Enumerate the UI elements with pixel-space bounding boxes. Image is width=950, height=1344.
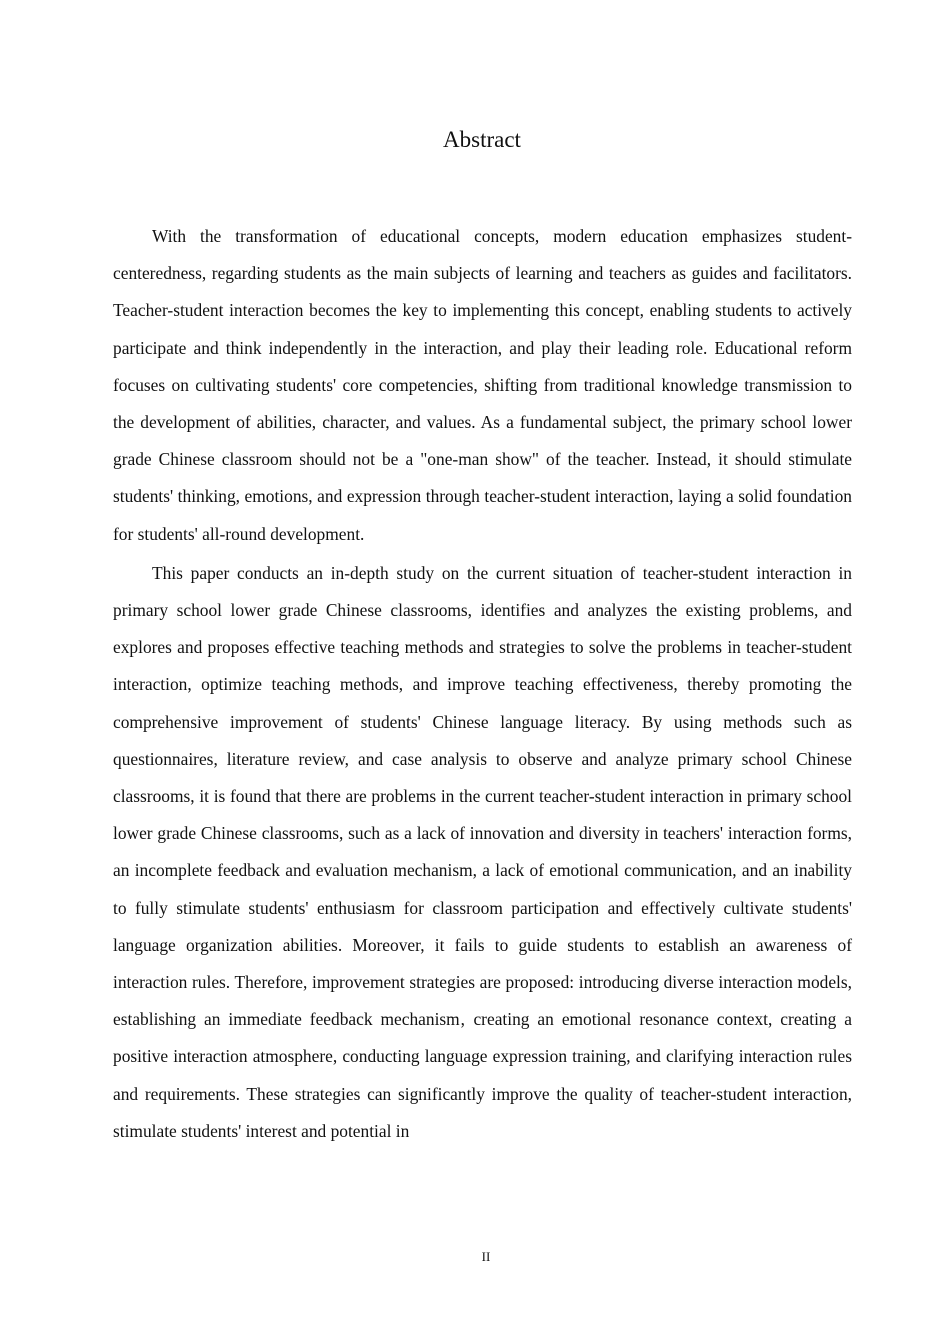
abstract-paragraph-1: With the transformation of educational concepts, modern education emphasizes student-centeredness, regarding students as the main subjects of learning and teachers as guides and facilitators. Teacher-student interaction becomes the key to implementing this concept, enabling students to actively participate and think independently in the interaction, and play their leading role. Educational reform focuses on cultivating students' core competencies, shifting from traditional knowledge transmission to the development of abilities, character, and values. As a fundamental subject, the primary school lower grade Chinese classroom should not be a "one-man show" of the teacher. Instead, it should stimulate students' thinking, emotions, and expression through teacher-student interaction, laying a solid foundation for students' all-round development.: [113, 226, 852, 544]
abstract-paragraph-2: This paper conducts an in-depth study on the current situation of teacher-student interaction in primary school lower grade Chinese classrooms, identifies and analyzes the existing problems, and explores and proposes effective teaching methods and strategies to solve the problems in teacher-student interaction, optimize teaching methods, and improve teaching effectiveness, thereby promoting the comprehensive improvement of students' Chinese language literacy. By using methods such as questionnaires, literature review, and case analysis to observe and analyze primary school Chinese classrooms, it is found that there are problems in the current teacher-student interaction in primary school lower grade Chinese classrooms, such as a lack of innovation and diversity in teachers' interaction forms, an incomplete feedback and evaluation mechanism, a lack of emotional communication, and an inability to fully stimulate students' enthusiasm for classroom participation and effectively cultivate students' language organization abilities. Moreover, it fails to guide students to establish an awareness of interaction rules. Therefore, improvement strategies are proposed: introducing diverse interaction models, establishing an immediate feedback mechanism‚ creating an emotional resonance context, creating a positive interaction atmosphere, conducting language expression training, and clarifying interaction rules and requirements. These strategies can significantly improve the quality of teacher-student interaction, stimulate students' interest and potential in: [113, 562, 852, 1141]
page-title: Abstract: [443, 127, 521, 152]
abstract-body: [113, 218, 852, 1150]
page-number: II: [481, 1249, 491, 1264]
